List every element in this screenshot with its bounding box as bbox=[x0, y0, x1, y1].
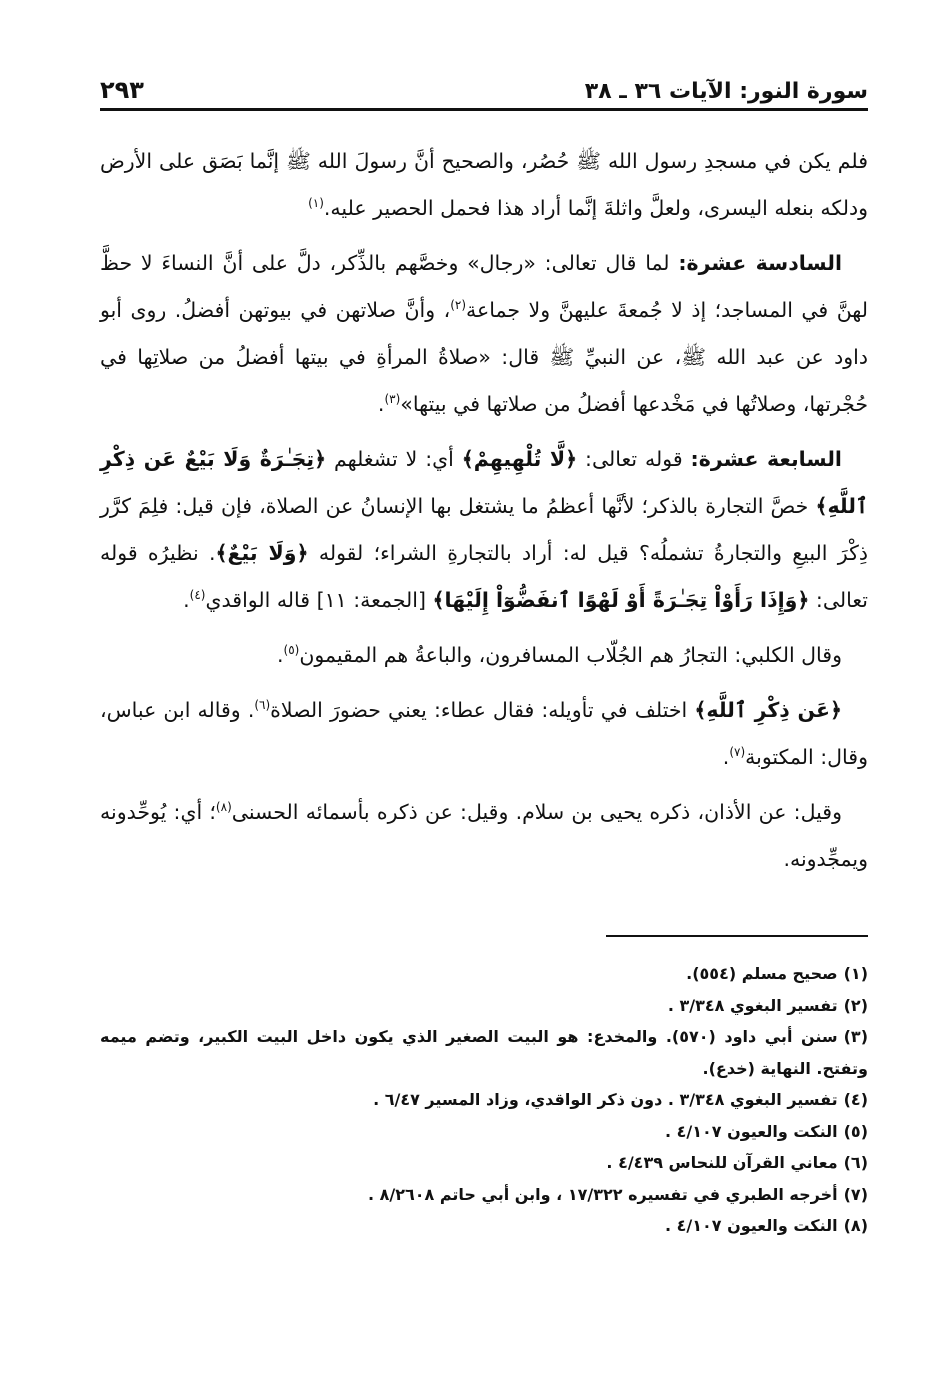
paragraph-3-text-b: أي: لا تشغلهم bbox=[334, 447, 454, 471]
chapter-title: سورة النور: الآيات ٣٦ ـ ٣٨ bbox=[584, 79, 868, 104]
footnote-text: النكت والعيون ٤/١٠٧ . bbox=[664, 1121, 838, 1141]
footnote-number: (١) bbox=[843, 964, 868, 983]
paragraph-1 bbox=[100, 138, 868, 232]
footnote-text: صحيح مسلم (٥٥٤). bbox=[686, 964, 838, 983]
main-text bbox=[100, 138, 868, 891]
footnote-3 bbox=[100, 1021, 868, 1084]
section-heading-16: السادسة عشرة: bbox=[678, 251, 842, 275]
footnote-ref-8: (٨) bbox=[215, 800, 232, 815]
footnote-5 bbox=[100, 1116, 868, 1148]
quran-quote-2: ﴿تِجَـٰرَةٌ وَلَا بَيْعٌ عَن ذِكْرِ ٱللَّهِ﴾ bbox=[100, 447, 868, 518]
paragraph-6 bbox=[100, 789, 868, 883]
footnote-ref-7: (٧) bbox=[729, 745, 746, 760]
paragraph-3-text-d: . نظيرُه قوله تعالى: bbox=[100, 541, 868, 612]
paragraph-5-text-a: اختلف في تأويله: فقال عطاء: يعني حضورَ الصلاة bbox=[270, 698, 688, 722]
paragraph-3-text-a: قوله تعالى: bbox=[585, 447, 683, 471]
footnote-text: تفسير البغوي ٣/٣٤٨ . bbox=[667, 995, 838, 1015]
footnote-text: أخرجه الطبري في تفسيره ١٧/٣٢٢ ، وابن أبي حاتم ٨/٢٦٠٨ . bbox=[367, 1184, 838, 1204]
footnote-1 bbox=[100, 958, 868, 990]
footnote-ref-2: (٢) bbox=[450, 298, 467, 313]
paragraph-3-text-c: خصَّ التجارة بالذكر؛ لأنَّها أعظمُ ما يشتغل بها الإنسانُ عن الصلاة، فإن قيل: فلِمَ كرَّر ذِكْرَ البيعِ والتجارةُ تشملُه؟ قيل له: أراد بالتجارةِ الشراء؛ لقوله bbox=[100, 494, 868, 565]
footnote-ref-1: (١) bbox=[308, 196, 324, 211]
paragraph-2: السادسة عشرة: لما قال تعالى: «رجال» وخصَّهم بالذِّكر، دلَّ على أنَّ النساءَ لا حظَّ لهنَّ في المساجد؛ إذ لا جُمعةَ عليهنَّ ولا جماعة$^{(٢)}$، وأنَّ صلاتهن في بيوتهن أفضلُ. روى أبو داود عن عبد الله ﷺ، عن النبيِّ ﷺ قال: «صلاةُ المرأةِ في بيتها أفضلُ من صلاتِها في حُجْرتها، وصلاتُها في مَخْدعها أفضلُ من صلاتها في بيتها»$^{(٣)}$. bbox=[100, 251, 869, 416]
footnote-ref-3: (٣) bbox=[384, 392, 401, 407]
quran-quote-4: ﴿وَإِذَا رَأَوْاْ تِجَـٰرَةً أَوْ لَهْوًا ٱنفَضُّوٓاْ إِلَيْهَا﴾ bbox=[432, 588, 810, 612]
footnote-number: (٨) bbox=[843, 1216, 868, 1235]
footnote-ref-4: (٤) bbox=[189, 588, 206, 603]
paragraph-3-text-e: قاله الواقدي bbox=[205, 588, 311, 612]
paragraph-5-text-b: . وقاله ابن عباس، وقال: المكتوبة bbox=[100, 698, 868, 769]
paragraph-6-text-a: وقيل: عن الأذان، ذكره يحيى بن سلام. وقيل: عن ذكره بأسمائه الحسنى bbox=[231, 800, 842, 824]
paragraph-5: ﴿عَن ذِكْرِ ٱللَّهِ﴾ اختلف في تأويله: فقال عطاء: يعني حضورَ الصلاة$^{(٦)}$. وقاله ابن عباس، وقال: المكتوبة$^{(٧)}$. bbox=[100, 698, 868, 769]
quran-quote-5: ﴿عَن ذِكْرِ ٱللَّهِ﴾ bbox=[694, 698, 843, 722]
paragraph-2-text-a: لما قال تعالى: «رجال» وخصَّهم بالذِّكر، دلَّ على أنَّ النساءَ لا حظَّ لهنَّ في المساجد؛ إذ لا جُمعةَ عليهنَّ ولا جماعة bbox=[100, 251, 869, 322]
footnote-number: (٢) bbox=[843, 995, 868, 1015]
section-heading-17: السابعة عشرة: bbox=[690, 447, 842, 471]
footnote-separator bbox=[606, 935, 868, 937]
quran-citation: [الجمعة: ١١] bbox=[316, 588, 426, 612]
running-header bbox=[100, 62, 868, 111]
paragraph-3: السابعة عشرة: قوله تعالى: ﴿لَّا تُلْهِيهِمْ﴾ أي: لا تشغلهم ﴿تِجَـٰرَةٌ وَلَا بَيْعٌ عَن ذِكْرِ ٱللَّهِ﴾ خصَّ التجارة بالذكر؛ لأنَّها أعظمُ ما يشتغل بها الإنسانُ عن الصلاة، فإن قيل: فلِمَ كرَّر ذِكْرَ البيعِ والتجارةُ تشملُه؟ قيل له: أراد بالتجارةِ الشراء؛ لقوله ﴿وَلَا بَيْعٌ﴾. نظيرُه قوله تعالى: ﴿وَإِذَا رَأَوْاْ تِجَـٰرَةً أَوْ لَهْوًا ٱنفَضُّوٓاْ إِلَيْهَا﴾ [الجمعة: ١١] قاله الواقدي$^{(٤)}$. bbox=[100, 447, 868, 612]
footnote-text: تفسير البغوي ٣/٣٤٨ . دون ذكر الواقدي، وزاد المسير ٦/٤٧ . bbox=[373, 1090, 838, 1109]
footnote-text: سنن أبي داود (٥٧٠). والمخدع: هو البيت الصغير الذي يكون داخل البيت الكبير، وتضم ميمه وتفتح. النهاية (خدع). bbox=[100, 1027, 868, 1078]
paragraph-2-text-b: ، وأنَّ صلاتهن في بيوتهن أفضلُ. روى أبو داود عن عبد الله ﷺ، عن النبيِّ ﷺ قال: «صلاةُ المرأةِ في بيتها أفضلُ من صلاتِها في حُجْرتها، وصلاتُها في مَخْدعها أفضلُ من صلاتها في بيتها» bbox=[100, 298, 868, 416]
footnote-number: (٧) bbox=[843, 1184, 868, 1204]
paragraph-6-text-b: ؛ أي: يُوحِّدونه ويمجِّدونه. bbox=[100, 800, 868, 871]
quran-quote-3: ﴿وَلَا بَيْعٌ﴾ bbox=[215, 541, 309, 565]
footnote-ref-5: (٥) bbox=[283, 643, 300, 658]
footnote-ref-6: (٦) bbox=[254, 698, 271, 713]
paragraph-4: وقال الكلبي: التجارُ هم الجُلّاب المسافرون، والباعةُ هم المقيمون$^{(٥)}$. bbox=[276, 643, 842, 667]
footnote-number: (٦) bbox=[843, 1153, 868, 1172]
footnote-7 bbox=[100, 1179, 868, 1211]
footnote-2 bbox=[100, 990, 868, 1022]
footnotes bbox=[100, 958, 868, 1242]
footnote-number: (٥) bbox=[843, 1121, 868, 1141]
footnote-8 bbox=[100, 1210, 868, 1242]
paragraph-1-text: فلم يكن في مسجدِ رسول الله ﷺ حُصُر، والصحيح أنَّ رسولَ الله ﷺ إنَّما بَصَق على الأرض ودلكه بنعله اليسرى، ولعلَّ واثلةَ إنَّما أراد هذا فحمل الحصير عليه. bbox=[100, 149, 868, 220]
footnote-text: النكت والعيون ٤/١٠٧ . bbox=[664, 1216, 838, 1235]
paragraph-4-text: وقال الكلبي: التجارُ هم الجُلّاب المسافرون، والباعةُ هم المقيمون bbox=[299, 643, 842, 667]
footnote-4 bbox=[100, 1084, 868, 1116]
footnote-6 bbox=[100, 1147, 868, 1179]
footnote-number: (٤) bbox=[843, 1090, 868, 1109]
quran-quote-1: ﴿لَّا تُلْهِيهِمْ﴾ bbox=[461, 447, 578, 471]
page-number: ٢٩٣ bbox=[100, 76, 144, 104]
footnote-number: (٣) bbox=[843, 1027, 868, 1046]
footnote-text: معاني القرآن للنحاس ٤/٤٣٩ . bbox=[606, 1153, 838, 1172]
